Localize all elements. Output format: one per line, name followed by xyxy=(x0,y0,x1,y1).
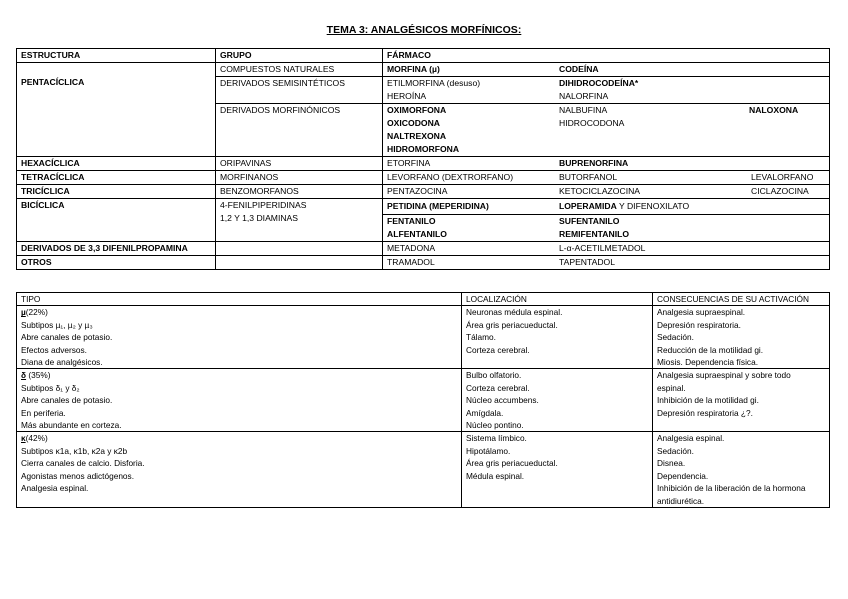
list-item: Reducción de la motilidad gi. xyxy=(657,344,764,355)
table-row xyxy=(17,242,830,256)
table-row xyxy=(17,432,830,507)
list-item: Área gris periacueductal. xyxy=(466,458,558,469)
drug-buprenorfina: BUPRENORFINA xyxy=(559,158,629,168)
farmacos-table xyxy=(16,48,830,270)
header-consecuencias: CONSECUENCIAS DE SU ACTIVACIÓN xyxy=(653,293,830,306)
page-title: TEMA 3: ANALGÉSICOS MORFÍNICOS: xyxy=(326,24,522,36)
list-item: Disnea. xyxy=(657,458,686,469)
drug-tapentadol: TAPENTADOL xyxy=(559,257,616,267)
drug-oxicodona: OXICODONA xyxy=(387,118,440,128)
header-tipo: TIPO xyxy=(17,293,462,306)
list-item: Miosis. Dependencia física. xyxy=(657,357,758,368)
drug-sufentanilo: SUFENTANILO xyxy=(559,216,620,226)
farmaco-cell xyxy=(383,104,830,157)
list-item: Dependencia. xyxy=(657,470,709,481)
drug-hidromorfona: HIDROMORFONA xyxy=(387,144,460,154)
drug-fentanilo: FENTANILO xyxy=(387,216,436,226)
grupo-cell: DERIVADOS MORFINÓNICOS xyxy=(216,104,383,157)
farmaco-cell xyxy=(383,215,830,242)
list-item: Sistema límbico. xyxy=(466,433,527,444)
consecuencias-cell xyxy=(653,306,830,369)
list-item: Corteza cerebral. xyxy=(466,382,530,393)
drug-butorfanol: BUTORFANOL xyxy=(559,172,618,182)
drug-oximorfona: OXIMORFONA xyxy=(387,105,447,115)
receptor-name: δ xyxy=(21,370,27,381)
drug-nalorfina: NALORFINA xyxy=(559,91,609,101)
list-item: Analgesia espinal. xyxy=(657,433,725,444)
drug-loperamida: LOPERAMIDA xyxy=(559,201,617,211)
list-item: Analgesia supraespinal y sobre todo xyxy=(657,370,791,381)
estructura-hexaciclica: HEXACÍCLICA xyxy=(17,157,216,171)
drug-levorfano: LEVORFANO (DEXTRORFANO) xyxy=(387,172,514,182)
farmaco-cell xyxy=(383,63,830,77)
list-item: Tálamo. xyxy=(466,332,496,343)
table-row xyxy=(17,63,830,77)
farmaco-cell xyxy=(383,242,830,256)
grupo-cell: COMPUESTOS NATURALES xyxy=(216,63,383,77)
list-item: Efectos adversos. xyxy=(21,344,87,355)
consecuencias-cell xyxy=(653,432,830,507)
drug-etilmorfina: ETILMORFINA (desuso) xyxy=(387,78,481,88)
drug-metadona: METADONA xyxy=(387,243,436,253)
estructura-tetraciclica: TETRACÍCLICA xyxy=(17,171,216,185)
localizacion-cell xyxy=(462,432,653,507)
grupo-diaminas: 1,2 Y 1,3 DIAMINAS xyxy=(220,213,299,223)
grupo-cell: DERIVADOS SEMISINTÉTICOS xyxy=(216,77,383,104)
list-item: Más abundante en corteza. xyxy=(21,420,122,431)
drug-nalbufina: NALBUFINA xyxy=(559,105,608,115)
list-item: Núcleo accumbens. xyxy=(466,395,539,406)
grupo-cell: ORIPAVINAS xyxy=(216,157,383,171)
estructura-pentaciclica: PENTACÍCLICA xyxy=(17,63,216,157)
header-farmaco: FÁRMACO xyxy=(383,49,830,63)
list-item: Analgesia supraespinal. xyxy=(657,307,746,318)
list-item: Abre canales de potasio. xyxy=(21,395,113,406)
grupo-cell xyxy=(216,242,383,256)
tipo-cell xyxy=(17,432,462,507)
farmaco-cell xyxy=(383,185,830,199)
estructura-difenilpropamina: DERIVADOS DE 3,3 DIFENILPROPAMINA xyxy=(17,242,216,256)
farmaco-cell xyxy=(383,199,830,215)
list-item: Subtipos µ₁, µ₂ y µ₃ xyxy=(21,319,93,330)
drug-ketociclazocina: KETOCICLAZOCINA xyxy=(559,186,641,196)
farmaco-cell xyxy=(383,77,830,104)
receptor-name: κ xyxy=(21,433,26,444)
table-header-row xyxy=(17,293,830,306)
table-row xyxy=(17,306,830,369)
grupo-cell: MORFINANOS xyxy=(216,171,383,185)
list-item: espinal. xyxy=(657,382,686,393)
estructura-biciclica: BICÍCLICA xyxy=(17,199,216,242)
consecuencias-cell xyxy=(653,369,830,432)
list-item: Diana de analgésicos. xyxy=(21,357,103,368)
estructura-triciclica: TRICÍCLICA xyxy=(17,185,216,199)
tipo-cell xyxy=(17,306,462,369)
list-item: Subtipos δ₁ y δ₂ xyxy=(21,382,80,393)
list-item: Corteza cerebral. xyxy=(466,344,530,355)
header-estructura: ESTRUCTURA xyxy=(17,49,216,63)
table-row xyxy=(17,157,830,171)
receptor-pct: (35%) xyxy=(26,370,51,381)
table-row xyxy=(17,256,830,270)
list-item: Neuronas médula espinal. xyxy=(466,307,563,318)
grupo-cell: BENZOMORFANOS xyxy=(216,185,383,199)
drug-acetilmetadol: L-α-ACETILMETADOL xyxy=(559,243,646,253)
list-item: Depresión respiratoria ¿?. xyxy=(657,407,753,418)
list-item: Subtipos κ1a, κ1b, κ2a y κ2b xyxy=(21,445,128,456)
drug-naloxona: NALOXONA xyxy=(749,105,799,115)
list-item: Área gris periacueductal. xyxy=(466,319,558,330)
header-localizacion: LOCALIZACIÓN xyxy=(462,293,653,306)
list-item: Inhibición de la motilidad gi. xyxy=(657,395,759,406)
receptor-type xyxy=(21,369,457,381)
table-row xyxy=(17,199,830,215)
table-header-row xyxy=(17,49,830,63)
receptor-pct: (22%) xyxy=(25,307,48,318)
localizacion-cell xyxy=(462,306,653,369)
grupo-cell xyxy=(216,256,383,270)
tipo-cell xyxy=(17,369,462,432)
list-item: Amígdala. xyxy=(466,407,504,418)
list-item: Inhibición de la liberación de la hormona xyxy=(657,483,806,494)
list-item: Cierra canales de calcio. Disforia. xyxy=(21,458,145,469)
drug-alfentanilo: ALFENTANILO xyxy=(387,229,447,239)
drug-codeina: CODEÍNA xyxy=(559,64,599,74)
estructura-otros: OTROS xyxy=(17,256,216,270)
list-item: Sedación. xyxy=(657,445,694,456)
table-row xyxy=(17,369,830,432)
farmaco-cell xyxy=(383,171,830,185)
receptor-type xyxy=(21,432,457,444)
list-item: Abre canales de potasio. xyxy=(21,332,113,343)
drug-tramadol: TRAMADOL xyxy=(387,257,435,267)
drug-etorfina: ETORFINA xyxy=(387,158,431,168)
list-item: Médula espinal. xyxy=(466,470,525,481)
drug-naltrexona: NALTREXONA xyxy=(387,131,447,141)
drug-difenoxilato: Y DIFENOXILATO xyxy=(616,201,690,211)
list-item: En periferia. xyxy=(21,407,66,418)
drug-levalorfano: LEVALORFANO xyxy=(751,172,814,182)
drug-petidina: PETIDINA (MEPERIDINA) xyxy=(387,201,489,211)
drug-heroina: HEROÍNA xyxy=(387,91,427,101)
farmaco-cell xyxy=(383,256,830,270)
grupo-fenilpiperidinas: 4-FENILPIPERIDINAS xyxy=(220,200,307,210)
receptor-type xyxy=(21,306,457,318)
drug-remifentanilo: REMIFENTANILO xyxy=(559,229,630,239)
drug-hidrocodona: HIDROCODONA xyxy=(559,118,625,128)
receptores-table xyxy=(16,292,830,508)
drug-morfina: MORFINA (µ) xyxy=(387,64,440,74)
list-item: Hipotálamo. xyxy=(466,445,511,456)
list-item: Bulbo olfatorio. xyxy=(466,370,522,381)
farmaco-cell xyxy=(383,157,830,171)
grupo-cell xyxy=(216,199,383,242)
drug-dihidrocodeina: DIHIDROCODEÍNA* xyxy=(559,78,639,88)
list-item: Analgesia espinal. xyxy=(21,483,89,494)
receptor-pct: (42%) xyxy=(25,433,48,444)
receptor-name: µ xyxy=(21,307,26,318)
header-grupo: GRUPO xyxy=(216,49,383,63)
table-row xyxy=(17,171,830,185)
drug-ciclazocina: CICLAZOCINA xyxy=(751,186,809,196)
drug-pentazocina: PENTAZOCINA xyxy=(387,186,448,196)
list-item: Sedación. xyxy=(657,332,694,343)
list-item: Agonistas menos adictógenos. xyxy=(21,470,135,481)
table-row xyxy=(17,185,830,199)
list-item: Depresión respiratoria. xyxy=(657,319,741,330)
list-item: antidiurética. xyxy=(657,495,705,506)
list-item: Núcleo pontino. xyxy=(466,420,524,431)
localizacion-cell xyxy=(462,369,653,432)
